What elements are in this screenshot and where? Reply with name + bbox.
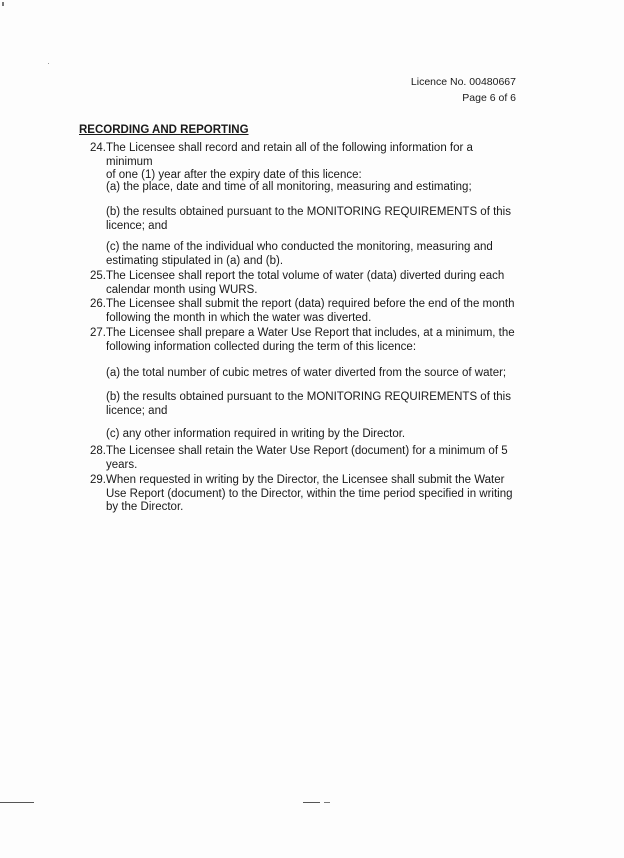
footer-rule-center-dash	[324, 802, 330, 803]
sub-line: (c) the name of the individual who conducted the monitoring, measuring and	[106, 241, 493, 253]
clause-text	[106, 270, 519, 297]
clause-25	[79, 270, 519, 297]
clause-number: 25.	[90, 270, 106, 282]
clause-line: following the month in which the water was diverted.	[106, 311, 372, 324]
clause-line: The Licensee shall prepare a Water Use Report that includes, at a minimum, the	[106, 327, 515, 339]
clause-28	[79, 445, 519, 472]
clause-line: years.	[106, 458, 138, 471]
clause-24	[79, 142, 519, 183]
clause-text	[106, 445, 519, 472]
clause-27-sub-c	[106, 428, 514, 442]
section-title: RECORDING AND REPORTING	[79, 124, 249, 136]
clause-number: 27.	[90, 327, 106, 339]
clause-line: following information collected during the term of this licence:	[106, 340, 417, 353]
clause-24-sub-a	[106, 181, 514, 195]
clause-27-sub-b	[106, 391, 514, 418]
clause-line: Use Report (document) to the Director, within the time period specified in writing	[106, 487, 513, 500]
sub-line: (a) the total number of cubic metres of water diverted from the source of water;	[106, 367, 507, 379]
clause-number: 28.	[90, 445, 106, 457]
clause-text	[106, 474, 519, 515]
clause-line: When requested in writing by the Director, the Licensee shall submit the Water	[106, 474, 505, 486]
footer-rule-left	[0, 802, 34, 803]
footer-rule-center	[303, 802, 320, 803]
scan-speck	[48, 63, 49, 64]
clause-line: The Licensee shall submit the report (data) required before the end of the month	[106, 298, 515, 310]
sub-line: (b) the results obtained pursuant to the MONITORING REQUIREMENTS of this	[106, 206, 511, 218]
sub-line: (b) the results obtained pursuant to the MONITORING REQUIREMENTS of this	[106, 391, 511, 403]
clause-number: 24.	[90, 142, 106, 154]
page-number: Page 6 of 6	[462, 92, 516, 104]
clause-line: of one (1) year after the expiry date of this licence:	[106, 169, 362, 181]
sub-line: licence; and	[106, 404, 168, 417]
clause-27	[79, 327, 519, 354]
clause-text	[106, 298, 519, 325]
clause-number: 29.	[90, 474, 106, 486]
sub-line: licence; and	[106, 219, 168, 232]
clause-line: The Licensee shall retain the Water Use Report (document) for a minimum of 5	[106, 445, 508, 457]
licence-number: Licence No. 00480667	[410, 76, 516, 88]
clause-line: The Licensee shall report the total volume of water (data) diverted during each	[106, 270, 505, 282]
sub-line: (c) any other information required in writing by the Director.	[106, 428, 406, 440]
sub-line: (a) the place, date and time of all monitoring, measuring and estimating;	[106, 181, 472, 193]
clause-24-sub-c	[106, 241, 514, 268]
clause-line: by the Director.	[106, 501, 184, 513]
clause-text	[106, 327, 519, 354]
sub-line: estimating stipulated in (a) and (b).	[106, 254, 284, 267]
clause-text	[106, 142, 519, 183]
clause-27-sub-a	[106, 367, 514, 381]
clause-line: calendar month using WURS.	[106, 283, 258, 296]
clause-29	[79, 474, 519, 515]
clause-line: The Licensee shall record and retain all of the following information for a minimum	[106, 142, 473, 168]
scan-mark	[2, 2, 4, 6]
clause-26	[79, 298, 519, 325]
clause-number: 26.	[90, 298, 106, 310]
clause-24-sub-b	[106, 206, 514, 233]
